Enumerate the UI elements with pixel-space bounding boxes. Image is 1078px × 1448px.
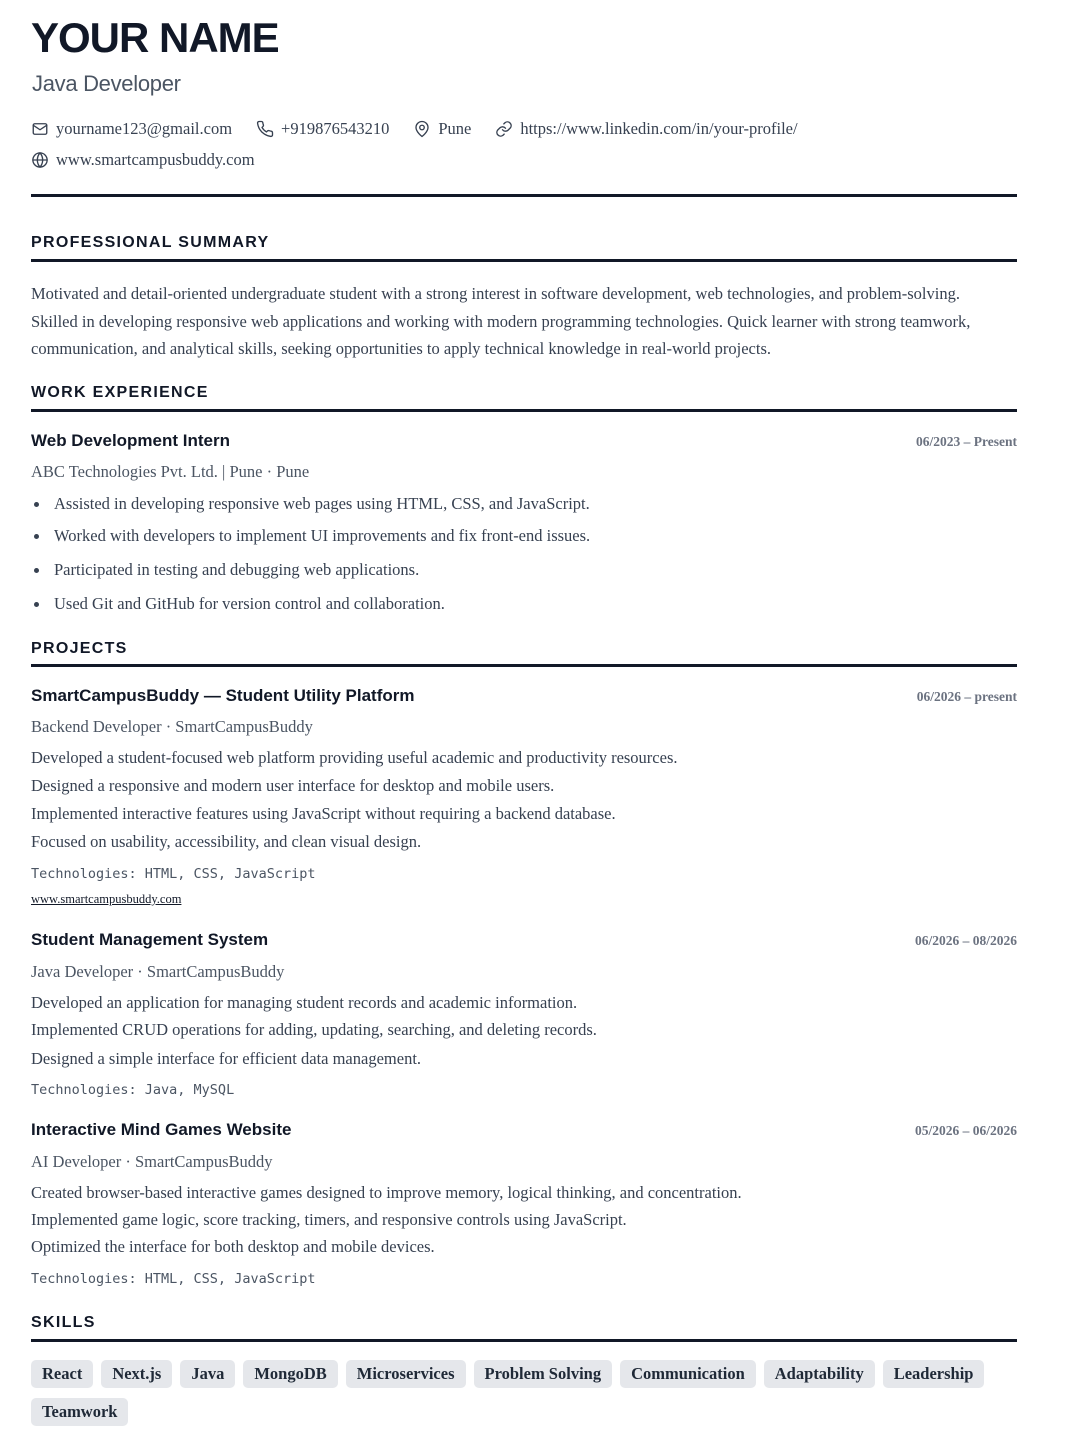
contact-email[interactable] [31,119,232,139]
summary-line: Motivated and detail-oriented undergraduate student with a strong interest in software development, web technologies, and problem-solving. [31,284,960,303]
projects-heading: PROJECTS [31,640,128,657]
project-role: Java Developer · SmartCampusBuddy [31,962,285,981]
skill-chip: Adaptability [764,1360,875,1388]
skill-chip: React [31,1360,93,1388]
project-title: Student Management System [31,930,269,949]
skills-list [31,1360,1021,1436]
project-line: Created browser-based interactive games designed to improve memory, logical thinking, and concentration. [31,1183,742,1202]
skill-chip: Problem Solving [474,1360,613,1388]
job-title: Java Developer [32,71,181,96]
skill-chip: Teamwork [31,1398,128,1426]
list-item: Participated in testing and debugging web applications. [31,559,419,581]
skill-chip: Communication [620,1360,756,1388]
skill-chip: MongoDB [243,1360,337,1388]
job-dates: 06/2023 – Present [916,434,1017,449]
project-line: Designed a responsive and modern user interface for desktop and mobile users. [31,776,555,795]
project-dates: 06/2026 – present [916,689,1017,704]
skill-chip: Next.js [101,1360,172,1388]
skills-heading: SKILLS [31,1314,96,1331]
phone-text: +919876543210 [281,119,390,138]
section-divider [31,664,1017,667]
skill-chip: Microservices [346,1360,466,1388]
project-title: SmartCampusBuddy — Student Utility Platform [31,686,415,705]
full-name: YOUR NAME [31,14,279,61]
summary-line: communication, and analytical skills, seeking opportunities to apply technical knowledge in real-world projects. [31,339,772,358]
linkedin-text: https://www.linkedin.com/in/your-profile/ [520,119,798,138]
mail-icon [31,120,49,138]
project-line: Implemented CRUD operations for adding, updating, searching, and deleting records. [31,1020,597,1039]
project-line: Implemented game logic, score tracking, timers, and responsive controls using JavaScript. [31,1210,627,1229]
contact-phone[interactable] [256,119,389,139]
project-line: Focused on usability, accessibility, and clean visual design. [31,832,422,851]
project-title: Interactive Mind Games Website [31,1120,292,1139]
project-line: Developed an application for managing student records and academic information. [31,993,578,1012]
project-tech: Technologies: HTML, CSS, JavaScript [31,1271,316,1287]
location-text: Pune [438,119,472,138]
contact-website[interactable] [31,150,255,170]
project-line: Developed a student-focused web platform providing useful academic and productivity resources. [31,748,678,767]
project-line: Implemented interactive features using JavaScript without requiring a backend database. [31,804,616,823]
contact-row-2 [31,149,279,171]
globe-icon [31,151,49,169]
project-line: Designed a simple interface for efficient data management. [31,1049,422,1068]
project-dates: 06/2026 – 08/2026 [914,933,1017,948]
section-divider [31,259,1017,262]
list-item: Used Git and GitHub for version control and collaboration. [31,593,445,615]
project-line: Optimized the interface for both desktop and mobile devices. [31,1237,435,1256]
contact-row [31,118,822,140]
header-divider [31,194,1017,197]
project-link[interactable]: www.smartcampusbuddy.com [31,892,182,906]
project-tech: Technologies: Java, MySQL [31,1082,235,1098]
summary-heading: PROFESSIONAL SUMMARY [31,234,270,251]
experience-heading: WORK EXPERIENCE [31,384,209,401]
section-divider [31,409,1017,412]
list-item: Assisted in developing responsive web pages using HTML, CSS, and JavaScript. [31,493,590,515]
project-dates: 05/2026 – 06/2026 [914,1123,1017,1138]
contact-linkedin[interactable] [495,119,797,139]
project-role: AI Developer · SmartCampusBuddy [31,1152,273,1171]
skill-chip: Java [180,1360,235,1388]
contact-location [413,119,471,139]
skill-chip: Leadership [883,1360,985,1388]
list-item: Worked with developers to implement UI improvements and fix front-end issues. [31,525,590,547]
website-text: www.smartcampusbuddy.com [56,150,255,169]
summary-line: Skilled in developing responsive web applications and working with modern programming technologies. Quick learner with strong teamwork, [31,311,971,331]
summary-text [31,280,1017,363]
email-text: yourname123@gmail.com [56,119,233,138]
section-divider [31,1339,1017,1342]
job-title: Web Development Intern [31,431,230,450]
project-role: Backend Developer · SmartCampusBuddy [31,717,313,736]
link-icon [495,120,513,138]
project-tech: Technologies: HTML, CSS, JavaScript [31,866,316,882]
job-company: ABC Technologies Pvt. Ltd. | Pune · Pune [31,462,310,481]
phone-icon [256,120,274,138]
map-pin-icon [413,120,431,138]
